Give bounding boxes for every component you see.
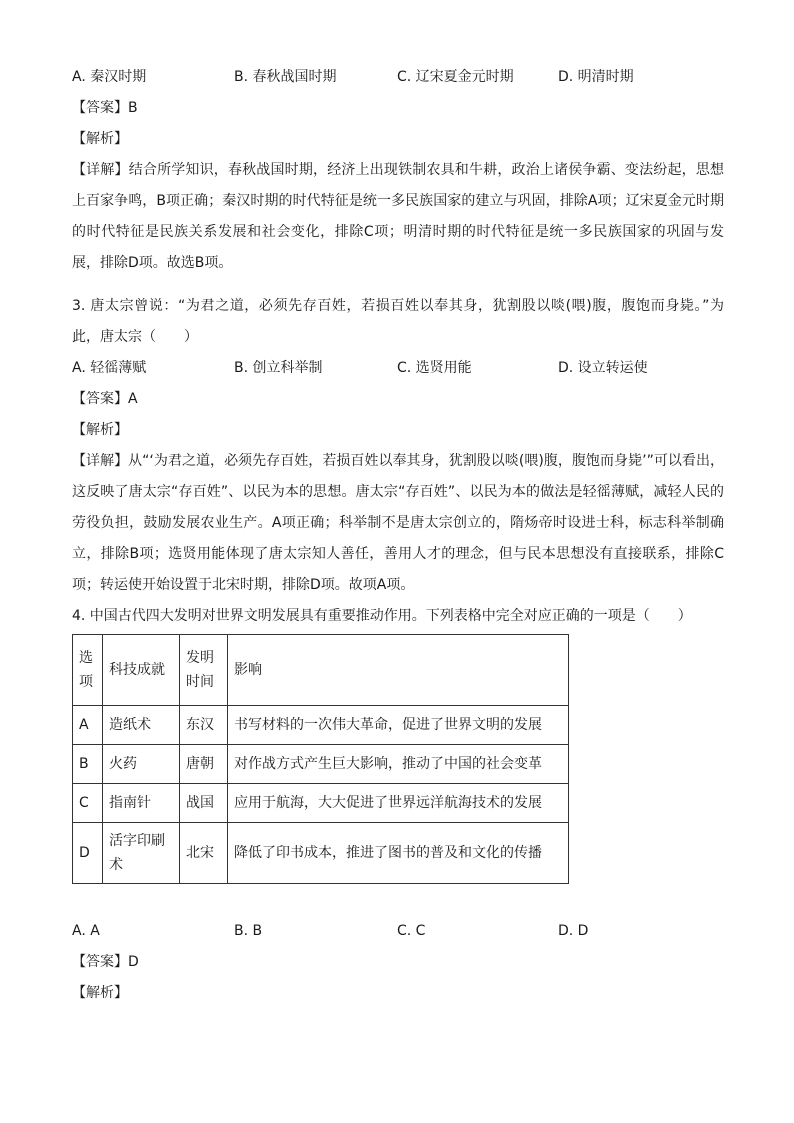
cell-option: B (73, 745, 103, 784)
cell-achievement: 火药 (103, 745, 180, 784)
cell-impact: 降低了印书成本，推进了图书的普及和文化的传播 (228, 823, 569, 884)
cell-achievement: 指南针 (103, 784, 180, 823)
q4-option-b[interactable]: B. B (234, 923, 263, 939)
q3-stem: 3. 唐太宗曾说：“为君之道，必须先存百姓，若损百姓以奉其身，犹割股以啖(喂)腹，腹饱而身毙。”为此，唐太宗（ ） (72, 298, 724, 345)
q4-option-a[interactable]: A. A (72, 923, 100, 939)
q3-detail: 【详解】从“‘为君之道，必须先存百姓，若损百姓以奉其身，犹割股以啖(喂)腹，腹饱而身毙’”可以看出，这反映了唐太宗“存百姓”、以民为本的思想。唐太宗“存百姓”、以民为本的做法是轻徭薄赋，减轻人民的劳役负担，鼓励发展农业生产。A项正确；科举制不是唐太宗创立的，隋炀帝时设进士科，标志科举制确立，排除B项；选贤用能体现了唐太宗知人善任，善用人才的理念，但与民本思想没有直接联系，排除C项；转运使开始设置于北宋时期，排除D项。故项A项。 (72, 453, 724, 593)
cell-time: 唐朝 (180, 745, 228, 784)
header-achievement: 科技成就 (103, 635, 180, 706)
q2-options (72, 62, 724, 93)
header-time: 发明时间 (180, 635, 228, 706)
q4-option-c[interactable]: C. C (397, 923, 426, 939)
q2-option-a[interactable]: A. 秦汉时期 (72, 69, 147, 85)
q4-table (72, 634, 569, 884)
q4-answer: 【答案】D (72, 954, 139, 970)
q3-option-a[interactable]: A. 轻徭薄赋 (72, 360, 147, 376)
q2-analysis-label: 【解析】 (72, 131, 128, 147)
table-header-row (73, 635, 569, 706)
table-row (73, 745, 569, 784)
document-page (72, 62, 724, 1009)
cell-option: A (73, 706, 103, 745)
q4-option-d[interactable]: D. D (558, 923, 589, 939)
q3-option-c[interactable]: C. 选贤用能 (397, 360, 472, 376)
q4-stem: 4. 中国古代四大发明对世界文明发展具有重要推动作用。下列表格中完全对应正确的一项是（ ） (72, 608, 692, 624)
cell-time: 战国 (180, 784, 228, 823)
cell-option: C (73, 784, 103, 823)
header-impact: 影响 (228, 635, 569, 706)
q2-answer: 【答案】B (72, 100, 138, 116)
cell-option: D (73, 823, 103, 884)
q3-option-b[interactable]: B. 创立科举制 (234, 360, 323, 376)
q3-analysis-label: 【解析】 (72, 422, 128, 438)
q4-options (72, 916, 724, 947)
q2-detail: 【详解】结合所学知识，春秋战国时期，经济上出现铁制农具和牛耕，政治上诸侯争霸、变法纷起，思想上百家争鸣，B项正确；秦汉时期的时代特征是统一多民族国家的建立与巩固，排除A项；辽宋夏金元时期的时代特征是民族关系发展和社会变化，排除C项；明清时期的时代特征是统一多民族国家的巩固与发展，排除D项。故选B项。 (72, 162, 724, 271)
q4-analysis-label: 【解析】 (72, 985, 128, 1001)
cell-impact: 对作战方式产生巨大影响，推动了中国的社会变革 (228, 745, 569, 784)
q3-option-d[interactable]: D. 设立转运使 (558, 360, 648, 376)
table-row (73, 784, 569, 823)
q2-option-d[interactable]: D. 明清时期 (558, 69, 634, 85)
q3-answer: 【答案】A (72, 391, 138, 407)
cell-impact: 应用于航海，大大促进了世界远洋航海技术的发展 (228, 784, 569, 823)
table-row (73, 823, 569, 884)
q2-option-c[interactable]: C. 辽宋夏金元时期 (397, 69, 514, 85)
table-row (73, 706, 569, 745)
header-option: 选项 (73, 635, 103, 706)
q3-options (72, 353, 724, 384)
cell-time: 北宋 (180, 823, 228, 884)
cell-time: 东汉 (180, 706, 228, 745)
q2-option-b[interactable]: B. 春秋战国时期 (234, 69, 337, 85)
cell-achievement: 活字印刷术 (103, 823, 180, 884)
cell-impact: 书写材料的一次伟大革命，促进了世界文明的发展 (228, 706, 569, 745)
cell-achievement: 造纸术 (103, 706, 180, 745)
